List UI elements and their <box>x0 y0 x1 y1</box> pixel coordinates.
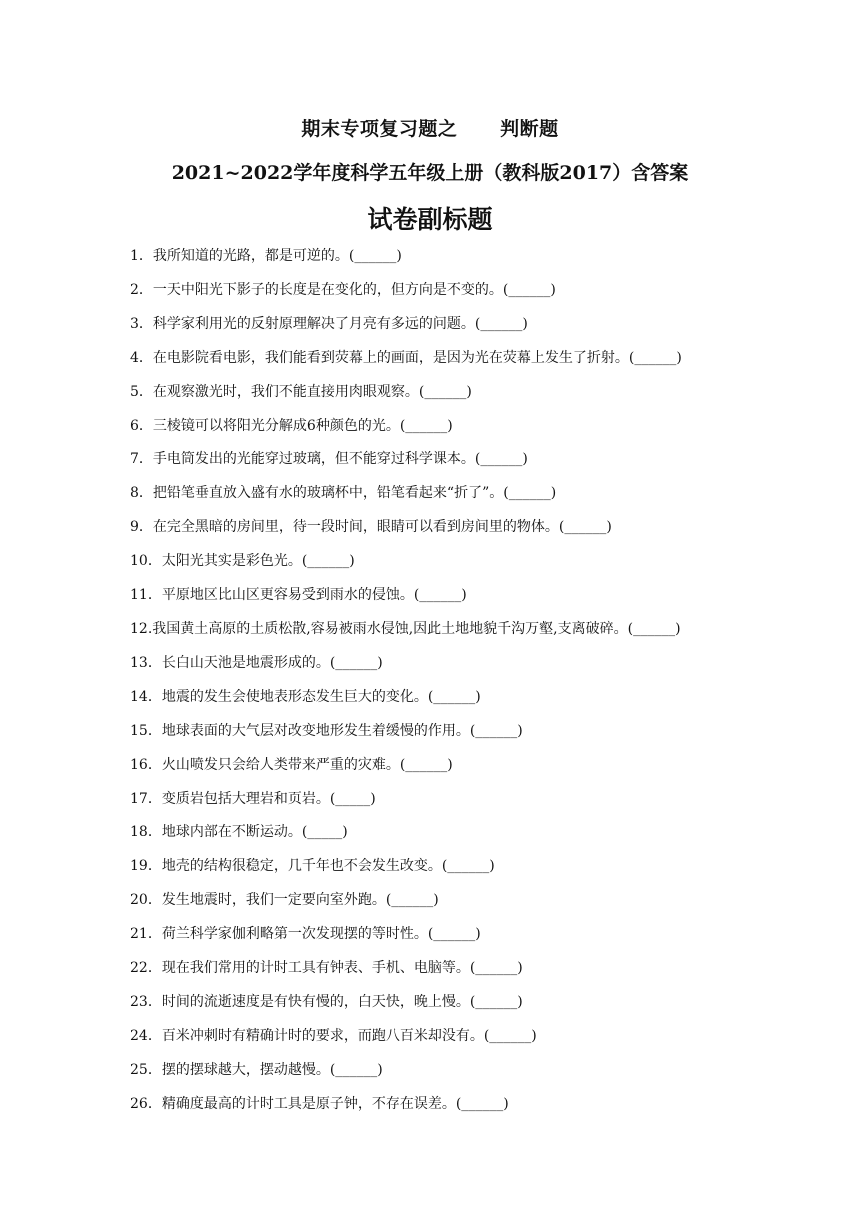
question-number: 14． <box>130 688 162 705</box>
question-item <box>130 379 820 413</box>
question-text: 百米冲刺时有精确计时的要求，而跑八百米却没有。(______) <box>161 1027 537 1044</box>
question-item <box>130 887 820 921</box>
question-list <box>130 243 820 1125</box>
page-subtitle: 试卷副标题 <box>367 205 493 234</box>
question-number: 4． <box>130 349 153 366</box>
question-item <box>130 582 820 616</box>
question-item <box>130 480 820 514</box>
question-text: 三棱镜可以将阳光分解成6种颜色的光。(______) <box>152 417 453 434</box>
question-number: 26． <box>130 1095 162 1112</box>
question-item <box>130 718 820 752</box>
question-text: 地壳的结构很稳定，几千年也不会发生改变。(______) <box>161 858 495 875</box>
question-number: 23． <box>130 993 162 1010</box>
question-item <box>130 548 820 582</box>
question-text: 长白山天池是地震形成的。(______) <box>161 654 383 671</box>
question-number: 9． <box>130 519 153 536</box>
question-text: 在完全黑暗的房间里，待一段时间，眼睛可以看到房间里的物体。(______) <box>152 519 612 536</box>
question-item <box>130 752 820 786</box>
question-number: 7． <box>130 451 153 468</box>
page-title-line2: 2021~2022学年度科学五年级上册（教科版2017）含答案 <box>171 162 689 184</box>
question-text: 平原地区比山区更容易受到雨水的侵蚀。(______) <box>161 587 467 604</box>
question-text: 火山喷发只会给人类带来严重的灾难。(______) <box>161 756 453 773</box>
question-number: 18． <box>130 824 162 841</box>
question-item <box>130 446 820 480</box>
question-item <box>130 684 820 718</box>
question-text: 我国黄土高原的土质松散,容易被雨水侵蚀,因此土地地貌千沟万壑,支离破碎。(______) <box>152 620 681 637</box>
question-item <box>130 921 820 955</box>
question-text: 地震的发生会使地表形态发生巨大的变化。(______) <box>161 688 481 705</box>
question-number: 8． <box>130 485 153 502</box>
question-item <box>130 277 820 311</box>
question-number: 5． <box>130 383 153 400</box>
question-item <box>130 853 820 887</box>
question-number: 24． <box>130 1027 162 1044</box>
question-item <box>130 989 820 1023</box>
question-number: 21． <box>130 926 162 943</box>
question-item <box>130 345 820 379</box>
question-item <box>130 514 820 548</box>
question-item <box>130 819 820 853</box>
question-text: 摆的摆球越大，摆动越慢。(______) <box>161 1061 383 1078</box>
question-item <box>130 955 820 989</box>
question-text: 太阳光其实是彩色光。(______) <box>161 553 355 570</box>
question-text: 把铅笔垂直放入盛有水的玻璃杯中，铅笔看起来“折了”。(______) <box>152 485 557 502</box>
question-item <box>130 413 820 447</box>
question-number: 15． <box>130 722 162 739</box>
question-text: 一天中阳光下影子的长度是在变化的，但方向是不变的。(______) <box>152 281 556 298</box>
question-item <box>130 1057 820 1091</box>
question-text: 发生地震时，我们一定要向室外跑。(______) <box>161 892 439 909</box>
question-text: 荷兰科学家伽利略第一次发现摆的等时性。(______) <box>161 926 481 943</box>
question-text: 变质岩包括大理岩和页岩。(_____) <box>161 790 376 807</box>
question-item <box>130 311 820 345</box>
question-number: 1． <box>130 248 153 264</box>
question-text: 在观察激光时，我们不能直接用肉眼观察。(______) <box>152 383 472 400</box>
question-number: 12. <box>130 620 153 637</box>
question-number: 16． <box>130 756 162 773</box>
question-item <box>130 650 820 684</box>
page-title: 期末专项复习题之 判断题 <box>301 118 559 140</box>
question-text: 手电筒发出的光能穿过玻璃，但不能穿过科学课本。(______) <box>152 451 528 468</box>
question-text: 我所知道的光路，都是可逆的。(______) <box>152 248 402 264</box>
question-number: 17． <box>130 790 162 807</box>
question-item <box>130 243 820 277</box>
question-number: 6． <box>130 417 153 434</box>
question-item <box>130 1023 820 1057</box>
question-number: 13． <box>130 654 162 671</box>
question-text: 时间的流逝速度是有快有慢的，白天快，晚上慢。(______) <box>161 993 523 1010</box>
question-text: 地球内部在不断运动。(_____) <box>161 824 348 841</box>
question-text: 科学家利用光的反射原理解决了月亮有多远的问题。(______) <box>152 315 528 332</box>
question-number: 11． <box>130 587 162 604</box>
question-number: 25． <box>130 1061 162 1078</box>
question-item <box>130 616 820 650</box>
question-text: 地球表面的大气层对改变地形发生着缓慢的作用。(______) <box>161 722 523 739</box>
question-number: 19． <box>130 858 162 875</box>
question-number: 20． <box>130 892 162 909</box>
question-number: 3． <box>130 315 153 332</box>
question-item <box>130 1091 820 1125</box>
question-text: 在电影院看电影，我们能看到荧幕上的画面，是因为光在荧幕上发生了折射。(______) <box>152 349 682 366</box>
question-number: 10． <box>130 553 162 570</box>
question-number: 2． <box>130 281 153 298</box>
question-number: 22． <box>130 960 162 977</box>
question-text: 现在我们常用的计时工具有钟表、手机、电脑等。(______) <box>161 960 523 977</box>
question-item <box>130 786 820 820</box>
question-text: 精确度最高的计时工具是原子钟，不存在误差。(______) <box>161 1095 509 1112</box>
